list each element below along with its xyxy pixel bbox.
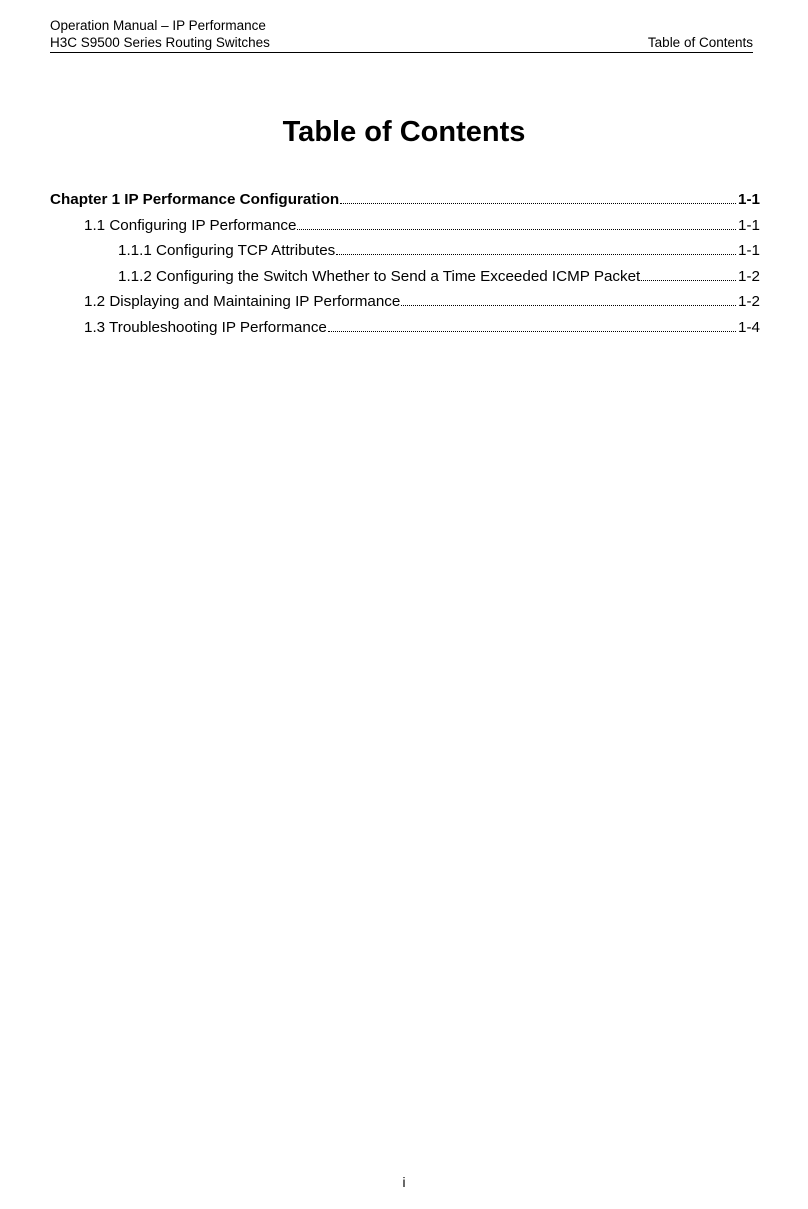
header-section-name: Table of Contents — [647, 35, 753, 50]
toc-entry-label: 1.2 Displaying and Maintaining IP Performance — [84, 293, 401, 310]
toc-entry-1-1-2[interactable] — [50, 264, 760, 290]
toc-entry-1-1-1[interactable] — [50, 238, 760, 264]
toc-entry-1-1[interactable] — [50, 213, 760, 239]
toc-entry-1-3[interactable] — [50, 315, 760, 341]
toc-entry-label: 1.1.2 Configuring the Switch Whether to Send a Time Exceeded ICMP Packet — [118, 267, 641, 285]
header-product-name: H3C S9500 Series Routing Switches — [50, 35, 270, 50]
footer-page-number: i — [402, 1175, 406, 1190]
toc-entry-page: 1-2 — [738, 267, 760, 285]
page-title: Table of Contents — [282, 116, 526, 148]
toc-entry-label: 1.3 Troubleshooting IP Performance — [84, 318, 327, 336]
toc-entry-1-2[interactable] — [50, 289, 760, 315]
toc-dot-leader — [297, 216, 736, 230]
toc-dot-leader — [401, 292, 736, 306]
toc-entry-page: 1-4 — [738, 318, 760, 336]
header-manual-title: Operation Manual – IP Performance — [50, 18, 266, 33]
toc-entry-label: 1.1.1 Configuring TCP Attributes — [118, 242, 336, 259]
page-footer — [0, 1175, 808, 1190]
toc-dot-leader — [328, 318, 736, 332]
toc-entry-page: 1-1 — [738, 242, 760, 259]
page-header — [50, 16, 753, 53]
toc-list — [50, 187, 760, 340]
toc-dot-leader — [641, 267, 736, 281]
toc-entry-page: 1-1 — [738, 216, 760, 234]
toc-entry-label: Chapter 1 IP Performance Configuration — [50, 191, 340, 208]
toc-dot-leader — [340, 190, 736, 204]
toc-entry-label: 1.1 Configuring IP Performance — [84, 216, 297, 234]
toc-entry-page: 1-1 — [738, 191, 760, 208]
toc-dot-leader — [336, 241, 736, 255]
toc-entry-page: 1-2 — [738, 293, 760, 310]
toc-entry-chapter-1[interactable] — [50, 187, 760, 213]
